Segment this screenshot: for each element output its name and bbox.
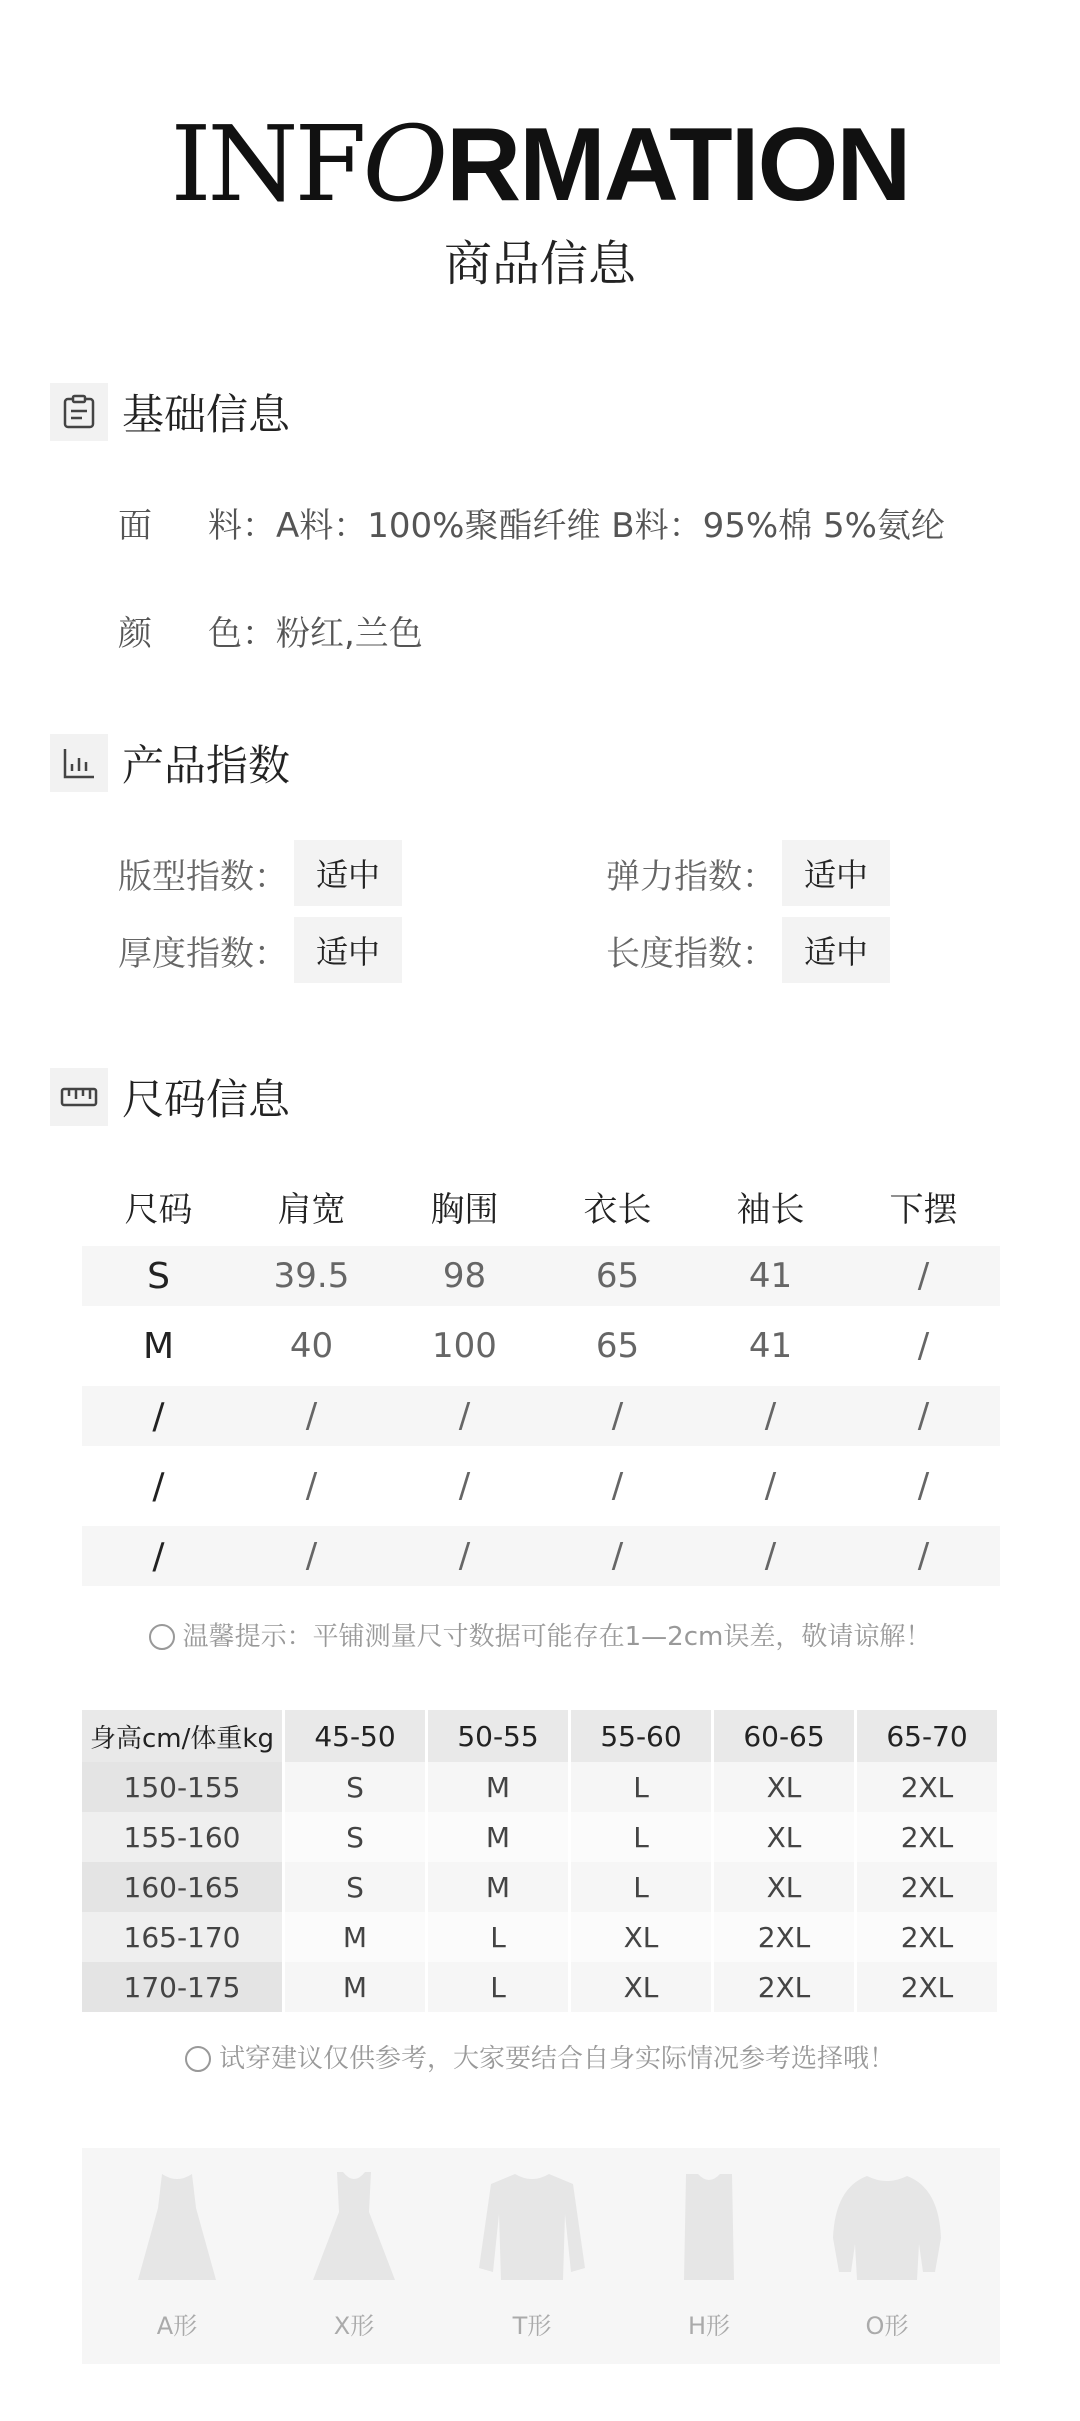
table-cell: 2XL — [713, 1962, 856, 2012]
table-cell: 2XL — [856, 1812, 999, 1862]
table-cell: L — [570, 1762, 713, 1812]
table-row — [82, 1862, 999, 1912]
silhouette-label: A形 — [156, 2312, 198, 2340]
section-size-info-heading: 尺码信息 — [122, 1075, 291, 1124]
index-value-fit: 适中 — [294, 840, 402, 906]
silhouette-label: T形 — [512, 2312, 552, 2340]
silhouette-o — [827, 2168, 947, 2341]
table-cell: / — [152, 1395, 165, 1437]
table-cell: / — [917, 1466, 930, 1506]
fabric-key-char1: 面 — [118, 506, 152, 546]
section-product-index-heading: 产品指数 — [122, 741, 291, 790]
recommend-corner-label: 身高cm/体重kg — [82, 1710, 284, 1762]
recommend-height-cell: 170-175 — [82, 1962, 284, 2012]
table-cell: M — [284, 1912, 427, 1962]
table-cell: S — [284, 1762, 427, 1812]
a-line-dress-icon — [132, 2168, 222, 2288]
table-cell: / — [152, 1535, 165, 1577]
ruler-icon — [50, 1068, 108, 1126]
recommend-weight-header: 50-55 — [427, 1710, 570, 1762]
silhouette-x — [294, 2168, 414, 2341]
table-row — [82, 1306, 1000, 1386]
table-cell: / — [458, 1466, 471, 1506]
recommend-header-row — [82, 1710, 999, 1762]
silhouette-h — [649, 2168, 769, 2341]
index-value-thickness: 适中 — [294, 917, 402, 983]
measurement-tip — [0, 1616, 1080, 1653]
table-cell: XL — [570, 1912, 713, 1962]
table-cell: 98 — [442, 1256, 487, 1296]
color-key-char2: 色： — [208, 614, 276, 654]
title-bold-part: RMATION — [445, 107, 910, 223]
table-cell: L — [570, 1862, 713, 1912]
color-value: 粉红,兰色 — [276, 614, 423, 654]
table-row — [82, 1246, 1000, 1306]
recommend-weight-header: 65-70 — [856, 1710, 999, 1762]
table-cell: 41 — [748, 1326, 793, 1366]
silhouette-label: H形 — [687, 2312, 731, 2340]
table-cell: 40 — [289, 1326, 334, 1366]
table-cell: / — [458, 1396, 471, 1436]
table-cell: M — [427, 1812, 570, 1862]
table-row — [82, 1526, 1000, 1586]
table-cell: 65 — [595, 1326, 640, 1366]
clipboard-icon — [50, 383, 108, 441]
table-cell: 41 — [748, 1256, 793, 1296]
bar-chart-icon — [50, 734, 108, 792]
section-size-info — [50, 1067, 290, 1127]
table-cell: / — [611, 1466, 624, 1506]
fabric-key-char2: 料： — [208, 506, 276, 546]
table-cell: / — [764, 1466, 777, 1506]
table-cell: XL — [570, 1962, 713, 2012]
table-cell: M — [427, 1862, 570, 1912]
index-value-length: 适中 — [782, 917, 890, 983]
table-cell: / — [305, 1536, 318, 1576]
fitting-tip-text: 试穿建议仅供参考，大家要结合自身实际情况参考选择哦！ — [218, 2044, 895, 2074]
page-title-english — [0, 103, 1080, 225]
smile-icon — [149, 1624, 175, 1650]
h-line-top-icon — [664, 2168, 754, 2288]
t-line-top-icon — [477, 2168, 587, 2288]
section-product-index — [50, 733, 290, 793]
smile-icon — [185, 2046, 211, 2072]
table-row — [82, 1446, 1000, 1526]
table-cell: / — [152, 1465, 165, 1507]
recommend-height-cell: 165-170 — [82, 1912, 284, 1962]
color-row — [118, 606, 423, 655]
table-cell: / — [305, 1396, 318, 1436]
table-cell: S — [284, 1862, 427, 1912]
recommend-weight-header: 45-50 — [284, 1710, 427, 1762]
index-label-fit: 版型指数： — [118, 856, 288, 897]
table-cell: XL — [713, 1762, 856, 1812]
index-item-elasticity — [606, 840, 890, 906]
color-key-char1: 颜 — [118, 614, 152, 654]
table-cell: / — [917, 1326, 930, 1366]
table-cell: 39.5 — [273, 1256, 350, 1296]
table-cell: L — [427, 1912, 570, 1962]
table-cell: / — [764, 1396, 777, 1436]
silhouette-panel — [82, 2148, 1000, 2364]
title-italic-part: O — [362, 103, 446, 225]
table-cell: L — [427, 1962, 570, 2012]
size-col-header: 肩宽 — [277, 1189, 346, 1230]
table-cell: / — [917, 1256, 930, 1296]
table-cell: / — [764, 1536, 777, 1576]
recommend-table — [82, 1710, 1000, 2012]
recommend-weight-header: 60-65 — [713, 1710, 856, 1762]
table-cell: / — [305, 1466, 318, 1506]
table-cell: S — [284, 1812, 427, 1862]
table-cell: / — [611, 1536, 624, 1576]
table-cell: / — [917, 1536, 930, 1576]
page-header — [0, 103, 1080, 294]
page-title-chinese: 商品信息 — [443, 236, 636, 292]
recommend-height-cell: 150-155 — [82, 1762, 284, 1812]
table-cell: 2XL — [713, 1912, 856, 1962]
table-cell: M — [142, 1325, 175, 1367]
silhouette-t — [472, 2168, 592, 2341]
fabric-row — [118, 498, 945, 547]
x-line-dress-icon — [309, 2168, 399, 2288]
table-cell: 100 — [432, 1326, 497, 1366]
index-item-fit — [118, 840, 402, 906]
size-col-header: 袖长 — [736, 1189, 805, 1230]
table-cell: 65 — [595, 1256, 640, 1296]
silhouette-label: X形 — [333, 2312, 375, 2340]
recommend-height-cell: 155-160 — [82, 1812, 284, 1862]
index-label-length: 长度指数： — [606, 933, 776, 974]
fitting-tip — [0, 2038, 1080, 2075]
table-cell: S — [147, 1255, 170, 1297]
table-cell: / — [917, 1396, 930, 1436]
silhouette-label: O形 — [865, 2312, 909, 2340]
table-row — [82, 1762, 999, 1812]
table-cell: M — [427, 1762, 570, 1812]
title-thin-part: INF — [170, 103, 363, 225]
table-cell: / — [611, 1396, 624, 1436]
table-cell: M — [284, 1962, 427, 2012]
size-col-header: 胸围 — [430, 1189, 499, 1230]
table-cell: 2XL — [856, 1862, 999, 1912]
size-col-header: 下摆 — [889, 1189, 958, 1230]
table-cell: 2XL — [856, 1912, 999, 1962]
size-col-header: 尺码 — [124, 1189, 193, 1230]
index-item-thickness — [118, 917, 402, 983]
table-cell: 2XL — [856, 1762, 999, 1812]
table-cell: / — [458, 1536, 471, 1576]
index-value-elasticity: 适中 — [782, 840, 890, 906]
silhouette-a — [117, 2168, 237, 2341]
measurement-tip-text: 温馨提示：平铺测量尺寸数据可能存在1—2cm误差，敬请谅解！ — [182, 1622, 932, 1652]
table-row — [82, 1386, 1000, 1446]
size-col-header: 衣长 — [583, 1189, 652, 1230]
recommend-height-cell: 160-165 — [82, 1862, 284, 1912]
section-basic-info-heading: 基础信息 — [122, 390, 291, 439]
index-item-length — [606, 917, 890, 983]
table-row — [82, 1962, 999, 2012]
section-basic-info — [50, 382, 290, 442]
index-label-thickness: 厚度指数： — [118, 933, 288, 974]
index-label-elasticity: 弹力指数： — [606, 856, 776, 897]
table-cell: XL — [713, 1812, 856, 1862]
fabric-value: A料：100%聚酯纤维 B料：95%棉 5%氨纶 — [276, 506, 945, 546]
recommend-weight-header: 55-60 — [570, 1710, 713, 1762]
table-row — [82, 1912, 999, 1962]
table-cell: 2XL — [856, 1962, 999, 2012]
o-line-top-icon — [827, 2168, 947, 2288]
size-table — [82, 1172, 1000, 1586]
size-table-header — [82, 1172, 1000, 1240]
table-cell: XL — [713, 1862, 856, 1912]
table-cell: L — [570, 1812, 713, 1862]
table-row — [82, 1812, 999, 1862]
